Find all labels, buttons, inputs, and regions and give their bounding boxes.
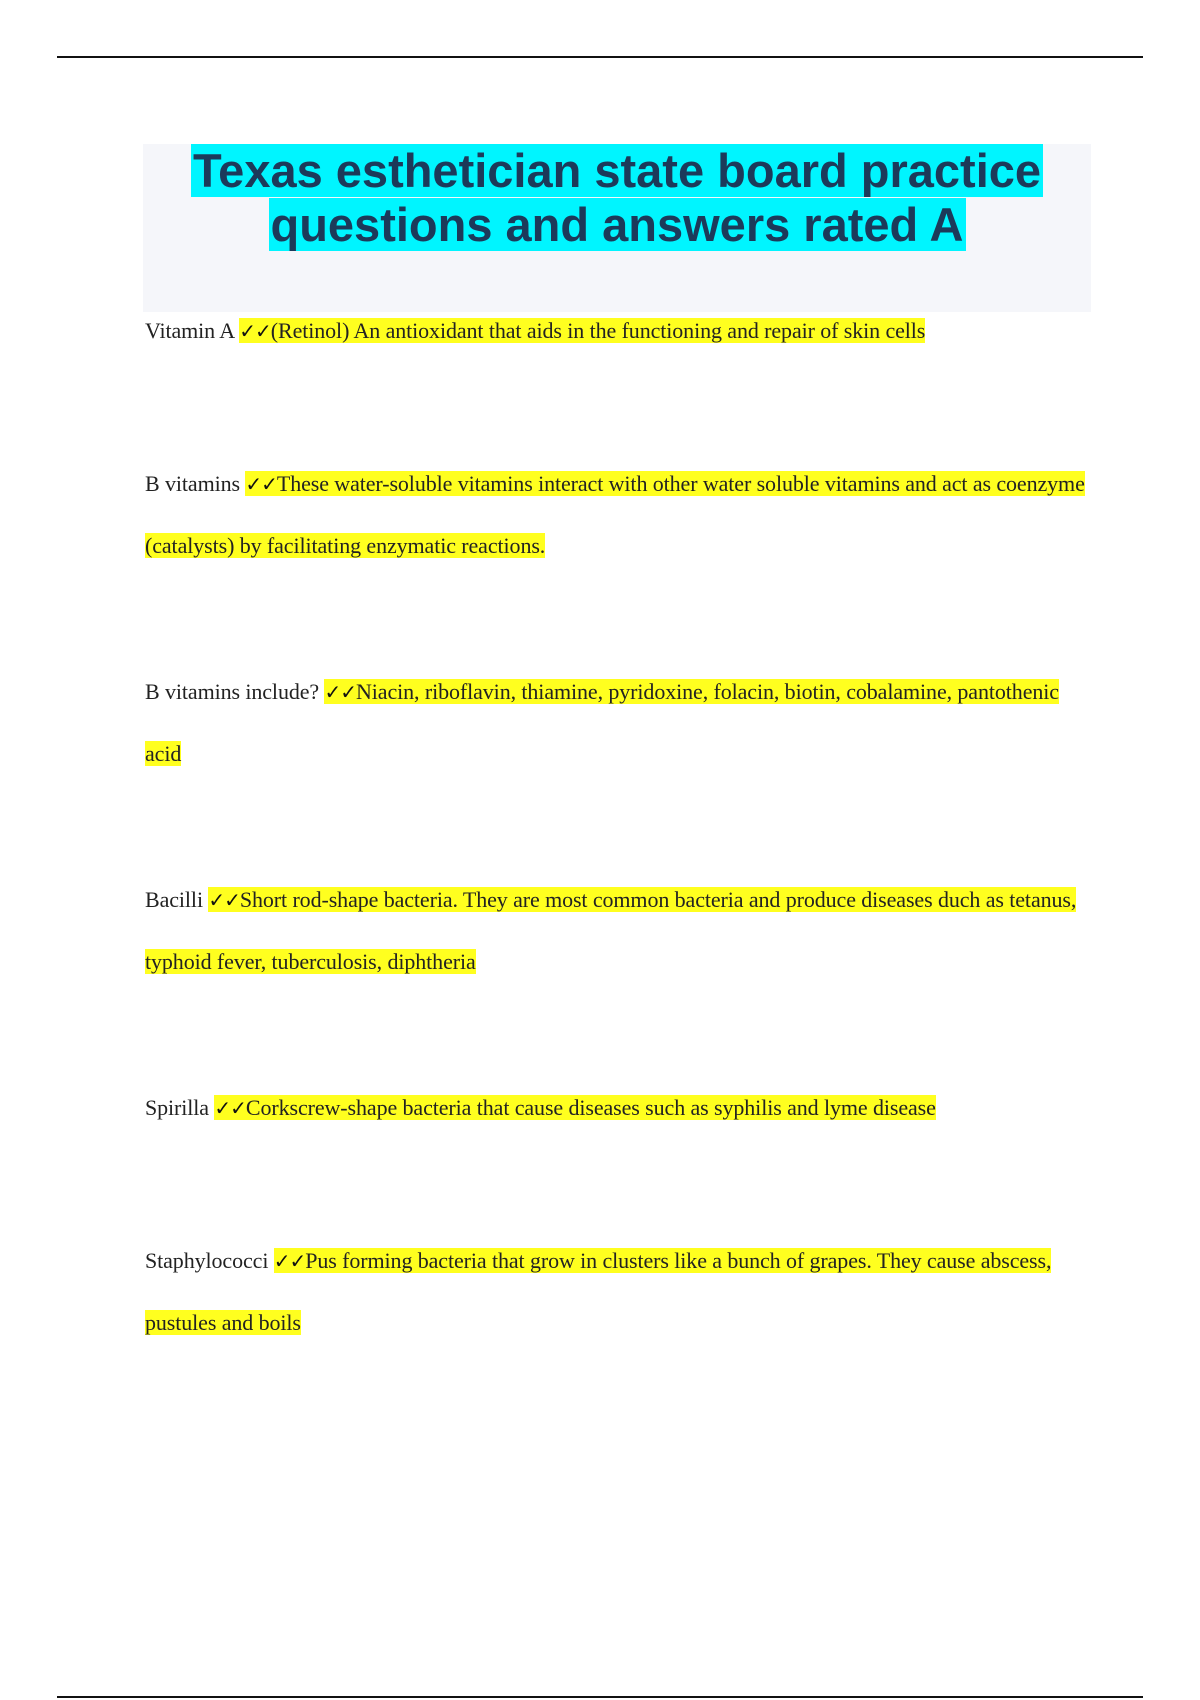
top-rule xyxy=(57,56,1143,58)
qa-entry xyxy=(145,300,1085,362)
qa-entry xyxy=(145,453,1085,576)
document-title-text: Texas esthetician state board practice questions and answers rated A xyxy=(192,144,1042,251)
entry-answer xyxy=(214,1095,935,1120)
entry-answer-text: Pus forming bacteria that grow in clusters like a bunch of grapes. They cause abscess, pustules and boils xyxy=(145,1248,1052,1335)
entry-answer xyxy=(145,471,1085,558)
check-icon: ✓✓ xyxy=(324,680,356,704)
entry-answer-text: Niacin, riboflavin, thiamine, pyridoxine, folacin, biotin, cobalamine, pantothenic acid xyxy=(145,679,1059,766)
entry-answer-text: (Retinol) An antioxidant that aids in the functioning and repair of skin cells xyxy=(270,318,926,343)
entry-answer-text: Short rod-shape bacteria. They are most common bacteria and produce diseases duch as tetanus, typhoid fever, tuberculosis, diphtheria xyxy=(145,887,1077,974)
qa-entry xyxy=(145,661,1085,784)
bottom-rule xyxy=(57,1696,1143,1698)
check-icon: ✓✓ xyxy=(273,1249,306,1273)
entry-answer-text: Corkscrew-shape bacteria that cause diseases such as syphilis and lyme disease xyxy=(245,1095,936,1120)
entry-term: Vitamin A xyxy=(145,318,234,343)
entry-term: Bacilli xyxy=(145,887,203,912)
entry-term: Staphylococci xyxy=(145,1248,269,1273)
check-icon: ✓✓ xyxy=(214,1096,246,1120)
check-icon: ✓✓ xyxy=(208,888,240,912)
entry-answer xyxy=(145,887,1076,974)
qa-entry xyxy=(145,1077,1085,1139)
title-banner xyxy=(143,144,1091,312)
check-icon: ✓✓ xyxy=(245,472,277,496)
entry-term: B vitamins include? xyxy=(145,679,320,704)
check-icon: ✓✓ xyxy=(239,319,271,343)
qa-entry xyxy=(145,869,1085,992)
entry-answer xyxy=(145,1248,1051,1335)
entry-term: Spirilla xyxy=(145,1095,209,1120)
entry-term: B vitamins xyxy=(145,471,240,496)
document-title xyxy=(143,144,1091,252)
entry-answer-text: These water-soluble vitamins interact with other water soluble vitamins and act as coenzyme (catalysts) by facilitating enzymatic reactions. xyxy=(145,471,1085,558)
entry-answer xyxy=(239,318,925,343)
qa-entry xyxy=(145,1230,1085,1353)
